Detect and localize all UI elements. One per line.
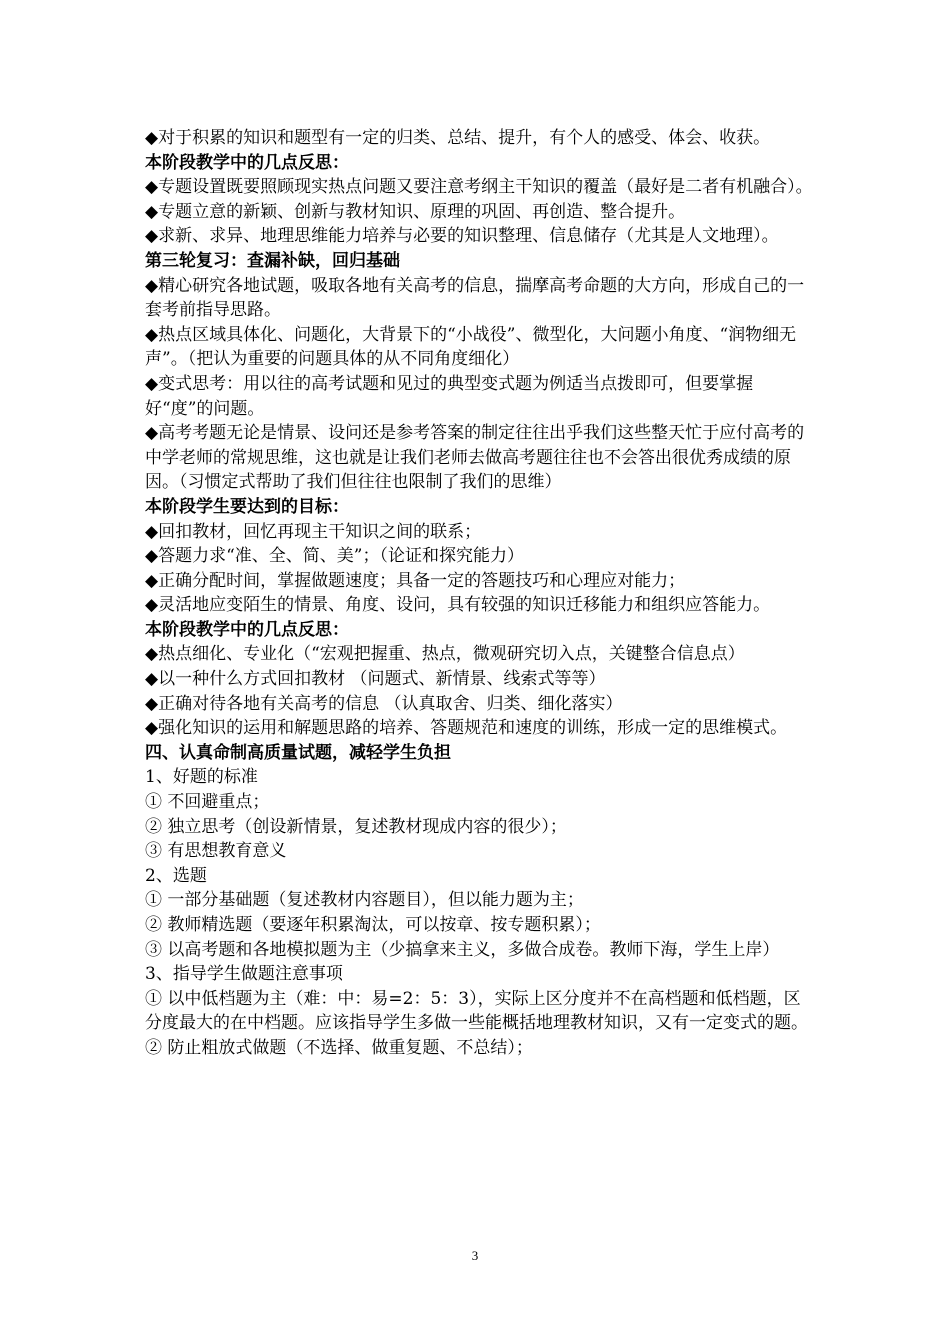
paragraph: ◆强化知识的运用和解题思路的培养、答题规范和速度的训练，形成一定的思维模式。 <box>145 718 788 739</box>
paragraph: ② 防止粗放式做题（不选择、做重复题、不总结）； <box>145 1037 533 1058</box>
paragraph: 3、指导学生做题注意事项 <box>145 964 343 985</box>
paragraph: ◆专题立意的新颖、创新与教材知识、原理的巩固、再创造、整合提升。 <box>145 201 686 222</box>
paragraph: 1、好题的标准 <box>145 767 258 788</box>
paragraph: 2、选题 <box>145 865 207 886</box>
section-heading: 本阶段教学中的几点反思： <box>145 619 349 640</box>
paragraph: ② 教师精选题（要逐年积累淘汰，可以按章、按专题积累）； <box>145 915 601 935</box>
section-heading: 四、认真命制高质量试题，减轻学生负担 <box>145 742 451 763</box>
paragraph: ① 以中低档题为主（难：中：易=2：5：3），实际上区分度并不在高档题和低档题，区分度最大的在中档题。应该指导学生多做一些能概括地理教材知识，又有一定变式的题。 <box>145 988 808 1034</box>
paragraph: ◆回扣教材，回忆再现主干知识之间的联系； <box>145 521 482 542</box>
paragraph: ◆灵活地应变陌生的情景、角度、设问，具有较强的知识迁移能力和组织应答能力。 <box>145 595 771 616</box>
paragraph: ◆对于积累的知识和题型有一定的归类、总结、提升，有个人的感受、体会、收获。 <box>145 128 771 148</box>
paragraph: ③ 有思想教育意义 <box>145 841 287 862</box>
section-heading: 本阶段学生要达到的目标： <box>145 496 349 517</box>
section-heading: 第三轮复习：查漏补缺，回归基础 <box>145 250 400 271</box>
paragraph: ① 一部分基础题（复述教材内容题目），但以能力题为主； <box>145 890 584 911</box>
paragraph: ◆热点区域具体化、问题化，大背景下的“小战役”、微型化，大问题小角度、“润物细无声”。（把认为重要的问题具体的从不同角度细化） <box>145 324 797 370</box>
paragraph: ◆专题设置既要照顾现实热点问题又要注意考纲主干知识的覆盖（最好是二者有机融合）。 <box>145 177 813 198</box>
paragraph: ③ 以高考题和各地模拟题为主（少搞拿来主义，多做合成卷。教师下海，学生上岸） <box>145 939 780 960</box>
section-heading: 本阶段教学中的几点反思： <box>145 152 349 173</box>
paragraph: ② 独立思考（创设新情景，复述教材现成内容的很少）； <box>145 816 567 837</box>
paragraph: ◆以一种什么方式回扣教材 （问题式、新情景、线索式等等） <box>145 669 606 690</box>
paragraph: ◆正确对待各地有关高考的信息 （认真取舍、归类、细化落实） <box>145 693 623 714</box>
document-body <box>145 126 815 1061</box>
paragraph: ① 不回避重点； <box>145 792 270 813</box>
paragraph: ◆热点细化、专业化（“宏观把握重、热点，微观研究切入点，关键整合信息点） <box>145 644 745 665</box>
paragraph: ◆变式思考：用以往的高考试题和见过的典型变式题为例适当点拨即可，但要掌握好“度”的问题。 <box>145 373 754 419</box>
paragraph: ◆精心研究各地试题，吸取各地有关高考的信息，揣摩高考命题的大方向，形成自己的一套考前指导思路。 <box>145 275 805 321</box>
paragraph: ◆高考考题无论是情景、设问还是参考答案的制定往往出乎我们这些整天忙于应付高考的中学老师的常规思维，这也就是让我们老师去做高考题往往也不会答出很优秀成绩的原因。（习惯定式帮助了我们但往往也限制了我们的思维） <box>145 423 805 493</box>
paragraph: ◆正确分配时间，掌握做题速度；具备一定的答题技巧和心理应对能力； <box>145 570 686 591</box>
page-number: 3 <box>471 1248 479 1263</box>
paragraph: ◆求新、求异、地理思维能力培养与必要的知识整理、信息储存（尤其是人文地理）。 <box>145 226 779 247</box>
paragraph: ◆答题力求“准、全、简、美”；（论证和探究能力） <box>145 546 524 567</box>
